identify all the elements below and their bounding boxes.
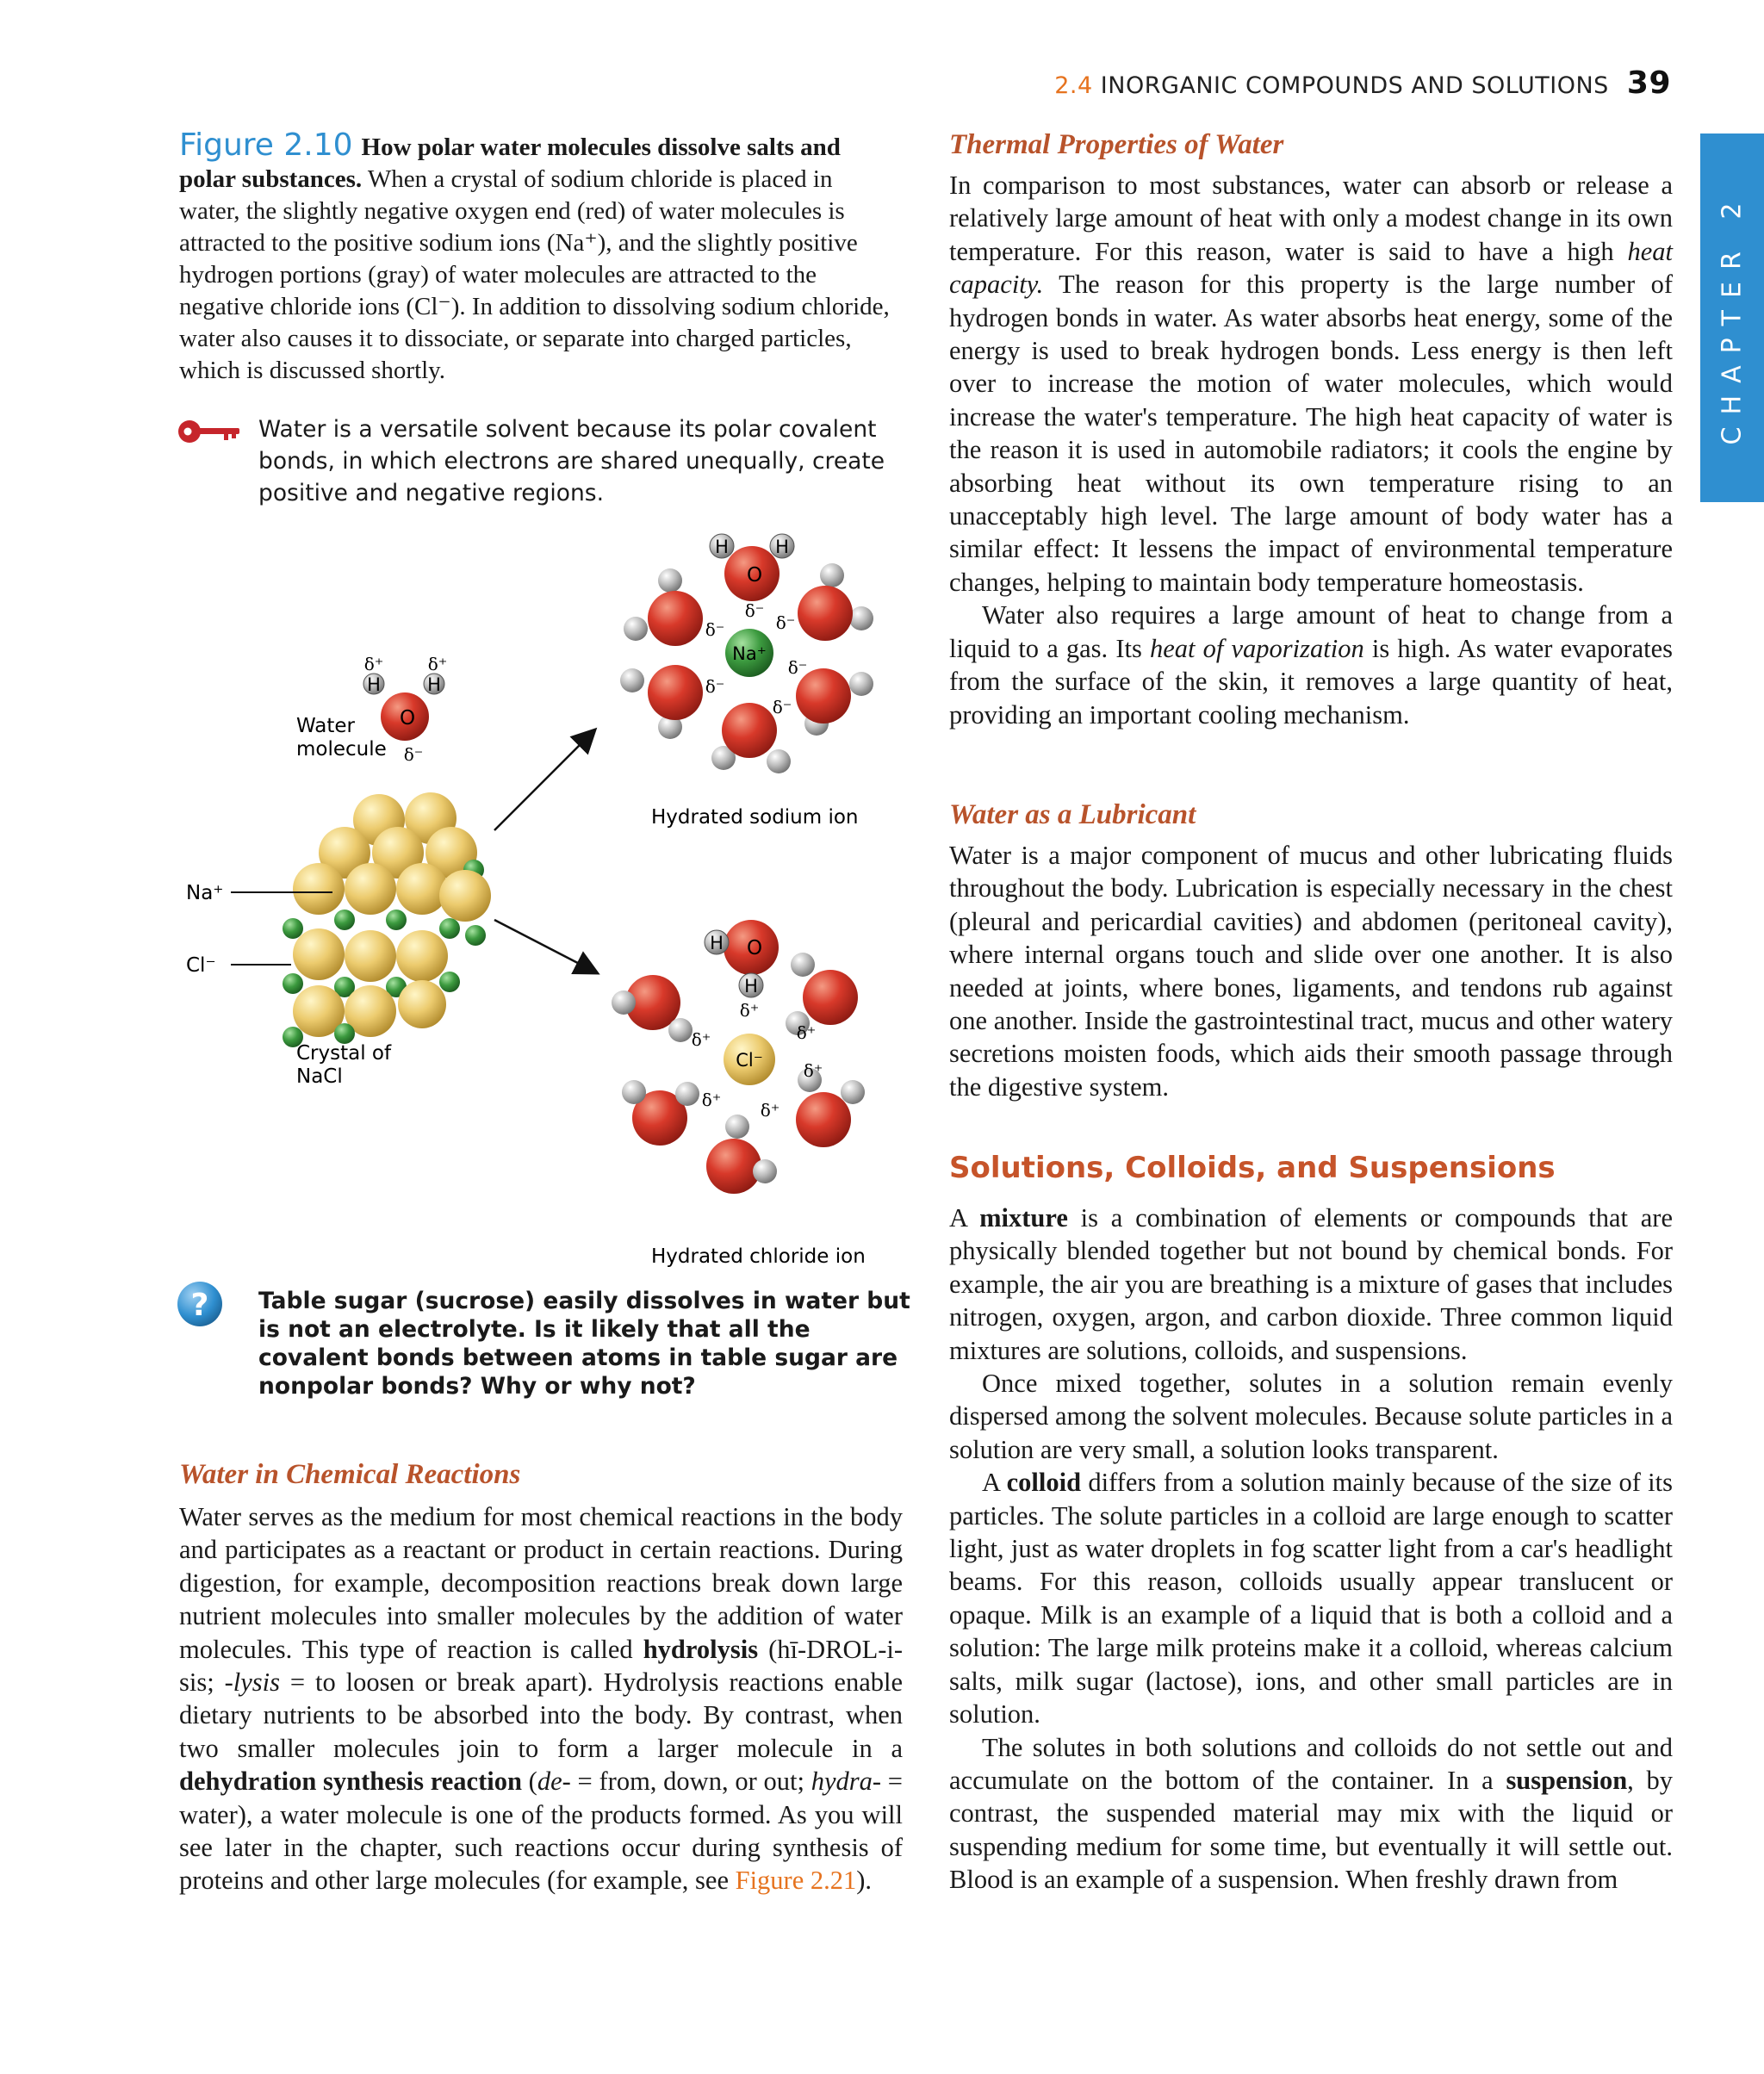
label-h: H bbox=[744, 976, 758, 997]
heading-solutions-colloids: Solutions, Colloids, and Suspensions bbox=[949, 1151, 1556, 1185]
label-delta-plus: δ⁺ bbox=[427, 654, 448, 674]
label-crystal-2: NaCl bbox=[296, 1065, 343, 1088]
label-cl: Cl⁻ bbox=[186, 954, 216, 977]
label-delta-minus: δ⁻ bbox=[744, 600, 765, 621]
label-crystal-1: Crystal of bbox=[296, 1042, 392, 1065]
hydrated-sodium-ion bbox=[620, 534, 873, 773]
figure-number: Figure 2.10 bbox=[179, 127, 353, 163]
figure-illustration bbox=[172, 517, 913, 1275]
heading-water-lubricant: Water as a Lubricant bbox=[949, 799, 1196, 830]
chapter-tab bbox=[1700, 134, 1764, 502]
term-mixture: mixture bbox=[979, 1203, 1068, 1233]
term-dehydration-synthesis: dehydration synthesis reaction bbox=[179, 1767, 522, 1797]
label-delta-plus: δ⁺ bbox=[796, 1022, 817, 1043]
lubricant-body bbox=[949, 839, 1673, 1103]
heading-water-chemical-reactions: Water in Chemical Reactions bbox=[179, 1459, 521, 1490]
hydrated-chloride-ion bbox=[612, 920, 865, 1194]
label-cl-ion: Cl⁻ bbox=[736, 1050, 763, 1071]
figure-caption bbox=[179, 129, 894, 387]
chapter-tab-label: CHAPTER 2 bbox=[1717, 190, 1748, 445]
page-number: 39 bbox=[1626, 65, 1671, 101]
paragraph-colloid: A colloid differs from a solution mainly because of the size of its particles. The solute particles in a colloid are large enough to scatter light, just as water droplets in fog scatter light from a car's headlight beams. For this reason, colloids usually appear translucent or opaque. Milk is an example of a liquid that is both a colloid and a solution: The large milk proteins make it a colloid, whereas calcium salts, milk sugar (lactose), ions, and other small particles are in solution. bbox=[949, 1468, 1674, 1729]
label-delta-minus: δ⁻ bbox=[705, 619, 725, 640]
label-o: O bbox=[746, 564, 763, 587]
label-delta-plus: δ⁺ bbox=[739, 1000, 760, 1021]
arrow-to-sodium bbox=[494, 732, 593, 830]
label-delta-plus: δ⁺ bbox=[691, 1029, 711, 1050]
label-delta-plus: δ⁺ bbox=[803, 1060, 823, 1081]
label-h: H bbox=[710, 933, 724, 953]
label-delta-minus: δ⁻ bbox=[772, 697, 792, 717]
svg-text:?: ? bbox=[190, 1288, 209, 1323]
label-h: H bbox=[715, 537, 729, 557]
label-h: H bbox=[367, 674, 381, 695]
term-colloid: colloid bbox=[1006, 1468, 1082, 1498]
paragraph-thermal-1: In comparison to most substances, water can absorb or release a relatively large amount of heat with only a modest change in its own temperature. For this reason, water is said to have a high heat capacity. The reason for this property is the large number of hydrogen bonds in water. As water absorbs heat energy, some of the energy is used to break hydrogen bonds. Less energy is then left over to increase the motion of water molecules, which would increase the water's temperature. The high heat capacity of water is the reason it is used in automobile radiators; it cools the engine by absorbing heat without its own temperature rising to an unacceptably high level. The large amount of body water has a similar effect: It lessens the impact of environmental temperature changes, helping to maintain body temperature homeostasis. bbox=[949, 171, 1673, 597]
label-na: Na⁺ bbox=[186, 882, 224, 904]
paragraph-solution: Once mixed together, solutes in a solution remain evenly dispersed among the solvent molecules. Because solute particles in a solution are very small, a solution looks transparent. bbox=[949, 1369, 1673, 1464]
paragraph-chemical-reactions: Water serves as the medium for most chemical reactions in the body and participates as a reactant or product in certain reactions. During digestion, for example, decomposition reactions break down large nutrient molecules into smaller molecules by the addition of water molecules. This type of reaction is called hydrolysis (hī-DROL-i-sis; -lysis = to loosen or break apart). Hydrolysis reactions enable dietary nutrients to be absorbed into the body. By contrast, when two smaller molecules join to form a larger molecule in a dehydration synthesis reaction (de- = from, down, or out; hydra- = water), a water molecule is one of the products formed. As you will see later in the chapter, such reactions occur during synthesis of proteins and other large molecules (for example, see Figure 2.21). bbox=[179, 1502, 904, 1896]
label-delta-minus: δ⁻ bbox=[705, 676, 725, 697]
heading-thermal-properties: Thermal Properties of Water bbox=[949, 129, 1284, 160]
key-note: Water is a versatile solvent because its polar covalent bonds, in which electrons are shared unequally, create positive and negative regions. bbox=[258, 416, 885, 506]
label-o: O bbox=[399, 707, 416, 730]
figure-2-21-link[interactable]: Figure 2.21 bbox=[735, 1866, 857, 1896]
paragraph-thermal-2: Water also requires a large amount of heat to change from a liquid to a gas. Its heat of vaporization is high. As water evaporates from the surface of the skin, it removes a large quantity of heat, providing an important cooling mechanism. bbox=[949, 600, 1673, 730]
label-h: H bbox=[427, 674, 441, 695]
label-delta-plus: δ⁺ bbox=[701, 1090, 722, 1110]
paragraph-lubricant: Water is a major component of mucus and other lubricating fluids throughout the body. Lubrication is especially necessary in the chest (pleural and pericardial cavities) and abdomen (peritoneal cavity), where internal organs touch and slide over one another. It is also needed at joints, where bones, ligaments, and tendons rub against one another. Inside the gastrointestinal tract, mucus and other watery secretions moisten foods, which aids their smooth passage through the digestive system. bbox=[949, 841, 1673, 1102]
figure-title: How polar water molecules dissolve salts and polar substances. bbox=[179, 134, 841, 193]
nacl-crystal bbox=[283, 792, 491, 1047]
label-na-ion: Na⁺ bbox=[732, 643, 767, 664]
question-text: Table sugar (sucrose) easily dissolves in water but is not an electrolyte. Is it likely that all the covalent bonds between atoms in table sugar are nonpolar bonds? Why or why not? bbox=[258, 1288, 910, 1400]
paragraph-mixture: A mixture is a combination of elements or compounds that are physically blended together but not bound by chemical bonds. For example, the air you are breathing is a mixture of gases that includes nitrogen, oxygen, argon, and carbon dioxide. Three common liquid mixtures are solutions, colloids, and suspensions. bbox=[949, 1203, 1674, 1365]
key-icon bbox=[176, 417, 243, 446]
solutions-body bbox=[949, 1202, 1673, 1897]
term-hydrolysis: hydrolysis bbox=[643, 1634, 759, 1664]
arrow-to-chloride bbox=[494, 920, 594, 972]
label-delta-minus: δ⁻ bbox=[775, 612, 796, 633]
figure-caption-text: When a crystal of sodium chloride is placed in water, the slightly negative oxygen end (red) of water molecules is attracted to the positive sodium ions (Na⁺), and the slightly positive hydrogen portions (gray) of water molecules are attracted to the negative chloride ions (Cl⁻). In addition to dissolving sodium chloride, water also causes it to dissociate, or separate into charged particles, which is discussed shortly. bbox=[179, 165, 890, 384]
thermal-body bbox=[949, 169, 1673, 731]
left-column-body bbox=[179, 1500, 903, 1897]
question-icon bbox=[176, 1280, 227, 1332]
label-delta-plus: δ⁺ bbox=[363, 654, 384, 674]
label-o: O bbox=[746, 937, 763, 959]
label-hydrated-chloride: Hydrated chloride ion bbox=[651, 1245, 866, 1268]
label-water-2: molecule bbox=[296, 738, 387, 761]
running-header bbox=[1054, 65, 1671, 101]
label-h: H bbox=[775, 537, 789, 557]
label-delta-minus: δ⁻ bbox=[787, 657, 808, 678]
label-water-1: Water bbox=[296, 715, 355, 737]
label-hydrated-sodium: Hydrated sodium ion bbox=[651, 806, 859, 829]
paragraph-suspension: The solutes in both solutions and colloids do not settle out and accumulate on the bottom of the container. In a suspension, by contrast, the suspended material may mix with the liquid or suspending medium for some time, but eventually it will settle out. Blood is an example of a suspension. When freshly drawn from bbox=[949, 1732, 1674, 1895]
header-section-title: INORGANIC COMPOUNDS AND SOLUTIONS bbox=[1100, 72, 1609, 99]
term-suspension: suspension bbox=[1506, 1765, 1628, 1795]
label-delta-plus: δ⁺ bbox=[760, 1100, 780, 1121]
label-delta-minus: δ⁻ bbox=[403, 744, 424, 765]
header-section-number: 2.4 bbox=[1054, 72, 1093, 99]
